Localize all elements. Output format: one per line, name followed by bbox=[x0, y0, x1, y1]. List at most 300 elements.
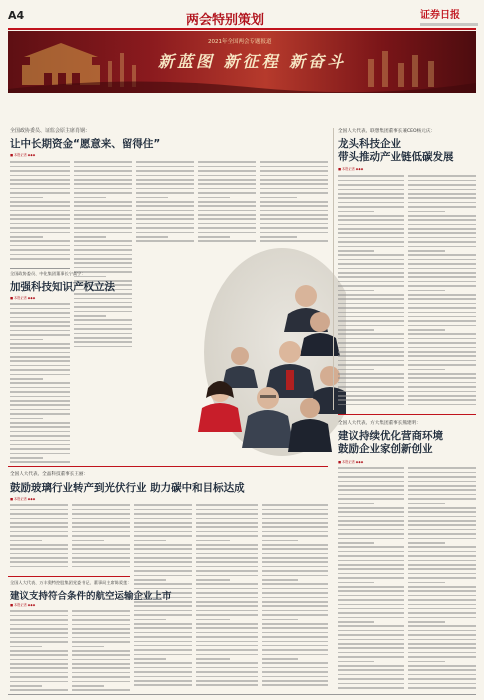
text-line bbox=[408, 656, 476, 658]
text-line bbox=[338, 476, 404, 478]
text-line bbox=[10, 418, 43, 420]
text-line bbox=[136, 210, 194, 212]
text-line bbox=[262, 548, 328, 550]
text-line bbox=[134, 662, 192, 664]
article-3-kicker: 全国人大代表、联想集团董事长兼CEO杨元庆： bbox=[338, 129, 436, 134]
text-line bbox=[338, 285, 404, 287]
text-line bbox=[134, 658, 166, 660]
text-line bbox=[74, 306, 132, 308]
text-line bbox=[262, 601, 328, 603]
text-line bbox=[408, 307, 476, 309]
text-line bbox=[198, 183, 256, 185]
text-line bbox=[408, 678, 476, 680]
text-line bbox=[72, 667, 130, 669]
text-line bbox=[136, 201, 194, 203]
text-line bbox=[196, 632, 258, 634]
text-line bbox=[196, 684, 258, 686]
text-line bbox=[408, 215, 476, 217]
text-line bbox=[72, 632, 130, 634]
text-line bbox=[262, 676, 328, 678]
text-line bbox=[196, 570, 258, 572]
text-line bbox=[74, 240, 132, 242]
text-line bbox=[10, 192, 70, 194]
text-line bbox=[408, 404, 476, 406]
text-line bbox=[10, 409, 70, 411]
text-line bbox=[10, 312, 70, 314]
text-line bbox=[196, 671, 258, 673]
text-line bbox=[262, 619, 298, 621]
text-line bbox=[10, 210, 70, 212]
text-line bbox=[74, 311, 132, 313]
text-line bbox=[134, 535, 192, 537]
article-3-column-1 bbox=[338, 174, 404, 410]
text-line bbox=[136, 223, 194, 225]
text-line bbox=[72, 646, 104, 648]
text-line bbox=[408, 520, 476, 522]
text-line bbox=[134, 557, 192, 559]
text-line bbox=[74, 201, 132, 203]
text-line bbox=[10, 535, 68, 537]
text-line bbox=[408, 254, 476, 256]
text-line bbox=[72, 663, 130, 665]
text-line bbox=[262, 597, 328, 599]
text-line bbox=[262, 662, 328, 664]
text-line bbox=[408, 360, 476, 362]
text-line bbox=[408, 250, 445, 252]
text-line bbox=[136, 232, 194, 234]
text-line bbox=[196, 649, 258, 651]
text-line bbox=[74, 188, 132, 190]
text-line bbox=[196, 658, 230, 660]
text-line bbox=[338, 355, 404, 357]
text-line bbox=[338, 175, 404, 177]
text-line bbox=[408, 175, 476, 177]
text-line bbox=[10, 422, 70, 424]
text-line bbox=[408, 298, 476, 300]
text-line bbox=[408, 481, 476, 483]
text-line bbox=[408, 524, 476, 526]
text-line bbox=[10, 457, 43, 459]
text-line bbox=[10, 400, 70, 402]
text-line bbox=[72, 659, 130, 661]
text-line bbox=[260, 192, 328, 194]
column-divider bbox=[333, 128, 334, 410]
text-line bbox=[260, 232, 328, 234]
text-line bbox=[10, 453, 70, 455]
text-line bbox=[74, 258, 132, 260]
text-line bbox=[338, 206, 404, 208]
article-5-headline: 建议持续优化营商环境 鼓励企业家创新创业 bbox=[338, 430, 443, 455]
text-line bbox=[10, 509, 68, 511]
article-3-byline: ■ 本报记者 ◆◆◆ bbox=[338, 167, 364, 171]
text-line bbox=[262, 671, 328, 673]
text-line bbox=[72, 610, 130, 612]
text-line bbox=[338, 542, 374, 544]
text-line bbox=[74, 346, 132, 348]
text-line bbox=[408, 197, 476, 199]
text-line bbox=[408, 202, 476, 204]
text-line bbox=[408, 303, 476, 305]
text-line bbox=[408, 529, 476, 531]
text-line bbox=[338, 307, 404, 309]
text-line bbox=[10, 540, 42, 542]
text-line bbox=[196, 597, 258, 599]
text-line bbox=[260, 236, 297, 238]
text-line bbox=[408, 316, 476, 318]
text-line bbox=[10, 548, 68, 550]
text-line bbox=[196, 579, 230, 581]
text-line bbox=[338, 197, 404, 199]
text-line bbox=[408, 630, 476, 632]
text-line bbox=[10, 223, 70, 225]
text-line bbox=[408, 377, 476, 379]
text-line bbox=[136, 183, 194, 185]
text-line bbox=[134, 566, 192, 568]
text-line bbox=[134, 667, 192, 669]
text-line bbox=[10, 325, 70, 327]
photo-collage bbox=[198, 248, 346, 458]
text-line bbox=[10, 254, 70, 256]
text-line bbox=[10, 615, 68, 617]
text-line bbox=[10, 413, 70, 415]
text-line bbox=[198, 197, 230, 199]
text-line bbox=[262, 561, 328, 563]
header-rule bbox=[8, 28, 476, 30]
text-line bbox=[262, 566, 328, 568]
text-line bbox=[10, 681, 68, 683]
text-line bbox=[338, 669, 404, 671]
text-line bbox=[338, 373, 404, 375]
text-line bbox=[74, 337, 132, 339]
text-line bbox=[72, 654, 130, 656]
text-line bbox=[260, 210, 328, 212]
text-line bbox=[408, 285, 476, 287]
text-line bbox=[136, 227, 194, 229]
article-5-kicker: 全国人大代表、方大集团董事长熊建明： bbox=[338, 421, 421, 426]
text-line bbox=[10, 632, 68, 634]
text-line bbox=[10, 646, 42, 648]
text-line bbox=[136, 218, 194, 220]
text-line bbox=[10, 232, 70, 234]
text-line bbox=[338, 481, 404, 483]
text-line bbox=[10, 513, 68, 515]
text-line bbox=[338, 661, 374, 663]
text-line bbox=[408, 320, 476, 322]
text-line bbox=[338, 391, 404, 393]
text-line bbox=[10, 317, 70, 319]
text-line bbox=[260, 223, 328, 225]
article-4-column-5 bbox=[262, 503, 328, 691]
text-line bbox=[10, 689, 68, 691]
text-line bbox=[10, 637, 68, 639]
text-line bbox=[260, 161, 328, 163]
text-line bbox=[408, 224, 476, 226]
text-line bbox=[74, 179, 132, 181]
text-line bbox=[408, 391, 476, 393]
text-line bbox=[408, 219, 476, 221]
text-line bbox=[136, 166, 194, 168]
text-line bbox=[134, 531, 192, 533]
text-line bbox=[74, 218, 132, 220]
text-line bbox=[338, 272, 404, 274]
text-line bbox=[72, 676, 130, 678]
article-1-kicker: 全国政协委员、证监会原主席肖钢： bbox=[10, 128, 91, 134]
text-line bbox=[72, 509, 130, 511]
text-line bbox=[408, 625, 476, 627]
article-1-column-4 bbox=[198, 160, 256, 245]
text-line bbox=[134, 575, 192, 577]
text-line bbox=[262, 504, 328, 506]
text-line bbox=[262, 645, 328, 647]
text-line bbox=[10, 378, 43, 380]
text-line bbox=[338, 674, 404, 676]
text-line bbox=[10, 343, 70, 345]
text-line bbox=[338, 347, 404, 349]
text-line bbox=[338, 560, 404, 562]
text-line bbox=[10, 347, 70, 349]
divider bbox=[10, 268, 70, 269]
text-line bbox=[338, 529, 404, 531]
text-line bbox=[262, 610, 328, 612]
text-line bbox=[74, 236, 106, 238]
text-line bbox=[338, 193, 404, 195]
text-line bbox=[196, 513, 258, 515]
text-line bbox=[134, 583, 192, 585]
text-line bbox=[10, 170, 70, 172]
text-line bbox=[262, 535, 328, 537]
text-line bbox=[408, 665, 476, 667]
text-line bbox=[74, 175, 132, 177]
text-line bbox=[134, 570, 192, 572]
text-line bbox=[338, 382, 404, 384]
article-6-headline: 建议支持符合条件的航空运输企业上市 bbox=[10, 591, 172, 602]
text-line bbox=[408, 687, 476, 689]
banner-subtitle: 2021年全国两会专题报道 bbox=[208, 39, 272, 45]
article-6-kicker: 全国人大代表、万丰奥特控股集团党委书记、董事局主席陈爱莲： bbox=[10, 580, 132, 585]
text-line bbox=[408, 674, 476, 676]
text-line bbox=[338, 325, 404, 327]
text-line bbox=[408, 634, 476, 636]
text-line bbox=[74, 227, 132, 229]
article-4-kicker: 全国人大代表、全晶科技董事长王丽： bbox=[10, 472, 89, 477]
text-line bbox=[10, 303, 70, 305]
text-line bbox=[198, 232, 256, 234]
text-line bbox=[72, 619, 130, 621]
text-line bbox=[10, 188, 70, 190]
text-line bbox=[408, 241, 476, 243]
text-line bbox=[408, 259, 476, 261]
text-line bbox=[408, 369, 445, 371]
text-line bbox=[338, 595, 404, 597]
text-line bbox=[260, 166, 328, 168]
text-line bbox=[10, 352, 70, 354]
text-line bbox=[10, 205, 70, 207]
text-line bbox=[10, 566, 68, 568]
text-line bbox=[74, 267, 132, 269]
text-line bbox=[408, 573, 476, 575]
article-1-column-5 bbox=[260, 160, 328, 245]
text-line bbox=[134, 605, 192, 607]
text-line bbox=[338, 546, 404, 548]
article-1-headline: 让中长期资金“愿意来、留得住” bbox=[10, 138, 161, 150]
text-line bbox=[408, 206, 476, 208]
text-line bbox=[408, 621, 445, 623]
text-line bbox=[338, 656, 404, 658]
text-line bbox=[196, 522, 258, 524]
text-line bbox=[338, 604, 404, 606]
text-line bbox=[408, 325, 476, 327]
text-line bbox=[10, 387, 70, 389]
text-line bbox=[262, 605, 328, 607]
article-2-column-1 bbox=[10, 302, 70, 467]
text-line bbox=[338, 494, 404, 496]
text-line bbox=[260, 214, 328, 216]
text-line bbox=[134, 544, 192, 546]
text-line bbox=[74, 328, 132, 330]
text-line bbox=[338, 184, 404, 186]
text-line bbox=[196, 535, 258, 537]
text-line bbox=[408, 608, 476, 610]
text-line bbox=[260, 218, 328, 220]
text-line bbox=[338, 281, 404, 283]
text-line bbox=[136, 170, 194, 172]
text-line bbox=[134, 579, 166, 581]
text-line bbox=[10, 518, 68, 520]
text-line bbox=[338, 665, 404, 667]
text-line bbox=[408, 180, 476, 182]
text-line bbox=[10, 245, 70, 247]
text-line bbox=[134, 619, 166, 621]
text-line bbox=[338, 586, 404, 588]
text-line bbox=[134, 614, 192, 616]
text-line bbox=[262, 557, 328, 559]
text-line bbox=[262, 654, 328, 656]
text-line bbox=[198, 166, 256, 168]
text-line bbox=[10, 249, 70, 251]
text-line bbox=[338, 228, 404, 230]
text-line bbox=[408, 290, 445, 292]
text-line bbox=[338, 621, 374, 623]
text-line bbox=[408, 599, 476, 601]
text-line bbox=[338, 582, 374, 584]
text-line bbox=[10, 435, 70, 437]
text-line bbox=[134, 548, 192, 550]
text-line bbox=[408, 647, 476, 649]
text-line bbox=[74, 161, 132, 163]
text-line bbox=[338, 298, 404, 300]
text-line bbox=[10, 214, 70, 216]
text-line bbox=[338, 294, 404, 296]
header-meta bbox=[420, 23, 478, 26]
text-line bbox=[134, 513, 192, 515]
text-line bbox=[196, 504, 258, 506]
text-line bbox=[10, 356, 70, 358]
text-line bbox=[338, 333, 404, 335]
text-line bbox=[196, 610, 258, 612]
text-line bbox=[262, 518, 328, 520]
text-line bbox=[338, 224, 404, 226]
text-line bbox=[74, 333, 132, 335]
text-line bbox=[134, 553, 192, 555]
text-line bbox=[72, 557, 130, 559]
text-line bbox=[262, 526, 328, 528]
text-line bbox=[408, 533, 476, 535]
text-line bbox=[10, 369, 70, 371]
text-line bbox=[408, 507, 476, 509]
text-line bbox=[136, 192, 194, 194]
text-line bbox=[408, 232, 476, 234]
text-line bbox=[196, 627, 258, 629]
section-divider bbox=[8, 576, 130, 577]
text-line bbox=[408, 211, 445, 213]
text-line bbox=[408, 612, 476, 614]
text-line bbox=[10, 396, 70, 398]
text-line bbox=[262, 575, 328, 577]
text-line bbox=[408, 467, 476, 469]
text-line bbox=[338, 219, 404, 221]
text-line bbox=[134, 540, 166, 542]
text-line bbox=[338, 395, 404, 397]
text-line bbox=[338, 351, 404, 353]
text-line bbox=[260, 201, 328, 203]
text-line bbox=[408, 355, 476, 357]
text-line bbox=[72, 540, 104, 542]
text-line bbox=[10, 553, 68, 555]
text-line bbox=[196, 566, 258, 568]
text-line bbox=[338, 211, 374, 213]
text-line bbox=[338, 232, 404, 234]
text-line bbox=[10, 504, 68, 506]
text-line bbox=[262, 627, 328, 629]
text-line bbox=[198, 236, 230, 238]
text-line bbox=[338, 237, 404, 239]
text-line bbox=[74, 262, 132, 264]
article-4-column-2 bbox=[72, 503, 130, 573]
text-line bbox=[134, 649, 192, 651]
text-line bbox=[134, 526, 192, 528]
text-line bbox=[408, 595, 476, 597]
text-line bbox=[408, 683, 476, 685]
text-line bbox=[10, 197, 43, 199]
text-line bbox=[74, 232, 132, 234]
text-line bbox=[72, 628, 130, 630]
text-line bbox=[136, 179, 194, 181]
text-line bbox=[262, 680, 328, 682]
text-line bbox=[408, 338, 476, 340]
text-line bbox=[196, 561, 258, 563]
text-line bbox=[408, 382, 476, 384]
text-line bbox=[10, 175, 70, 177]
text-line bbox=[198, 201, 256, 203]
text-line bbox=[196, 544, 258, 546]
text-line bbox=[74, 341, 132, 343]
text-line bbox=[10, 461, 70, 463]
text-line bbox=[74, 183, 132, 185]
text-line bbox=[72, 561, 130, 563]
text-line bbox=[408, 669, 476, 671]
text-line bbox=[72, 535, 130, 537]
text-line bbox=[198, 214, 256, 216]
text-line bbox=[10, 240, 70, 242]
text-line bbox=[338, 599, 404, 601]
text-line bbox=[134, 671, 192, 673]
text-line bbox=[338, 250, 374, 252]
text-line bbox=[262, 623, 328, 625]
text-line bbox=[136, 240, 194, 242]
text-line bbox=[196, 509, 258, 511]
text-line bbox=[338, 241, 404, 243]
text-line bbox=[134, 627, 192, 629]
